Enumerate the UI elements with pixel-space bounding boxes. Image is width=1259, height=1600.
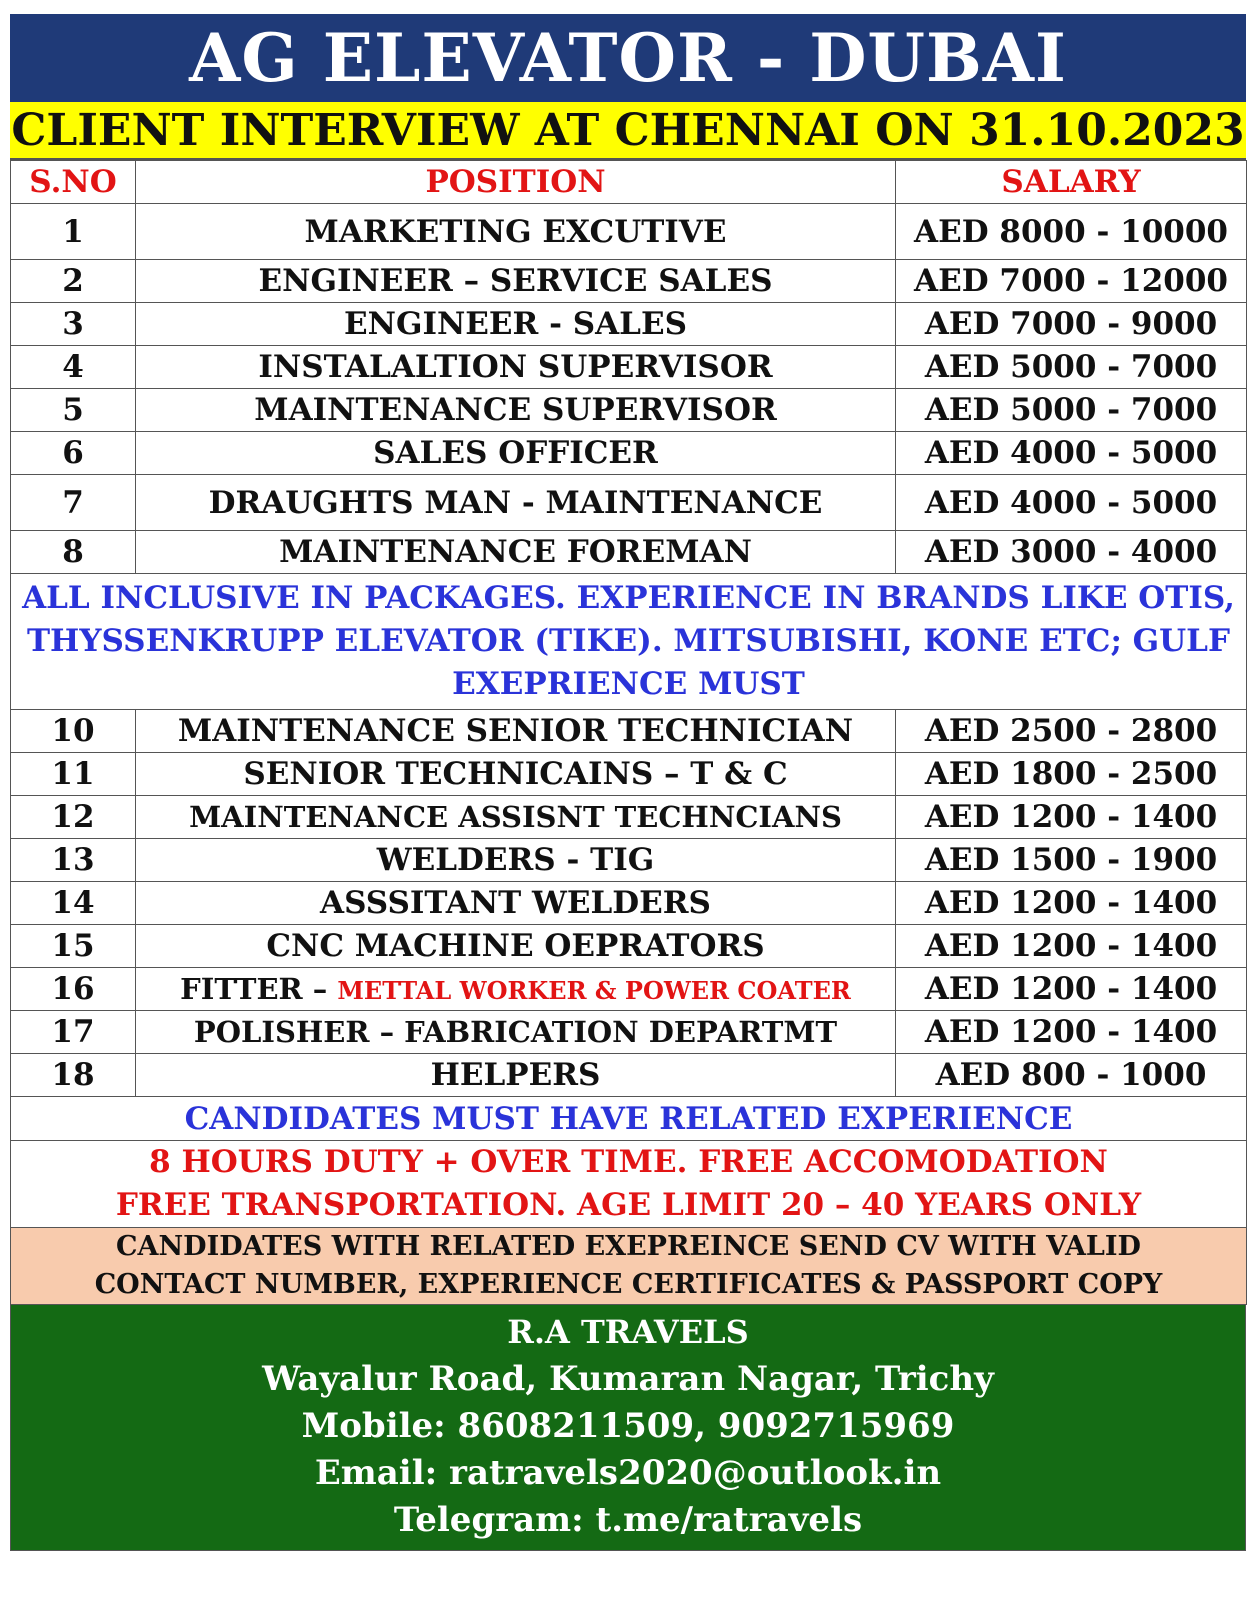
row-sno: 6 [11, 432, 136, 475]
row-sno: 3 [11, 303, 136, 346]
job-poster [10, 14, 1246, 1551]
packages-note-row [11, 574, 1247, 710]
table-row [11, 1011, 1247, 1054]
apply-note [11, 1228, 1247, 1305]
row-sno: 18 [11, 1054, 136, 1097]
row-position: INSTALALTION SUPERVISOR [136, 346, 896, 389]
row-position [136, 968, 896, 1011]
row-salary: AED 8000 - 10000 [896, 204, 1247, 260]
contact-footer [10, 1305, 1246, 1551]
email-address: Email: ratravels2020@outlook.in [314, 1453, 942, 1493]
column-header-position: POSITION [136, 161, 896, 204]
row-sno: 17 [11, 1011, 136, 1054]
interview-banner: CLIENT INTERVIEW AT CHENNAI ON 31.10.2023 [10, 102, 1246, 160]
row-sno: 16 [11, 968, 136, 1011]
table-row [11, 475, 1247, 531]
table-row [11, 531, 1247, 574]
row-position: MAINTENANCE SUPERVISOR [136, 389, 896, 432]
experience-note: CANDIDATES MUST HAVE RELATED EXPERIENCE [11, 1097, 1247, 1141]
poster-title: AG ELEVATOR - DUBAI [10, 14, 1246, 102]
table-row [11, 204, 1247, 260]
row-salary: AED 4000 - 5000 [896, 475, 1247, 531]
table-row [11, 753, 1247, 796]
table-row [11, 260, 1247, 303]
benefits-line-1: 8 HOURS DUTY + OVER TIME. FREE ACCOMODATION [149, 1144, 1108, 1180]
row-position: MAINTENANCE SENIOR TECHNICIAN [136, 710, 896, 753]
column-header-sno: S.NO [11, 161, 136, 204]
row-sno: 12 [11, 796, 136, 839]
row-sno: 4 [11, 346, 136, 389]
table-row [11, 346, 1247, 389]
row-salary: AED 7000 - 9000 [896, 303, 1247, 346]
telegram-link: Telegram: t.me/ratravels [393, 1500, 863, 1540]
row-salary: AED 1500 - 1900 [896, 839, 1247, 882]
company-name: R.A TRAVELS [507, 1313, 749, 1351]
row-position: DRAUGHTS MAN - MAINTENANCE [136, 475, 896, 531]
row-salary: AED 2500 - 2800 [896, 710, 1247, 753]
row-salary: AED 4000 - 5000 [896, 432, 1247, 475]
row-position: ASSSITANT WELDERS [136, 882, 896, 925]
row-salary: AED 1200 - 1400 [896, 968, 1247, 1011]
benefits-note [11, 1141, 1247, 1228]
table-row [11, 710, 1247, 753]
apply-note-row [11, 1228, 1247, 1305]
row-position: MARKETING EXCUTIVE [136, 204, 896, 260]
benefits-note-row [11, 1141, 1247, 1228]
row-sno: 10 [11, 710, 136, 753]
row-salary: AED 1200 - 1400 [896, 925, 1247, 968]
position-main: FITTER – [180, 972, 338, 1006]
table-header-row [11, 161, 1247, 204]
row-salary: AED 3000 - 4000 [896, 531, 1247, 574]
table-row [11, 1054, 1247, 1097]
company-address: Wayalur Road, Kumaran Nagar, Trichy [262, 1359, 994, 1399]
row-position: CNC MACHINE OEPRATORS [136, 925, 896, 968]
table-row [11, 968, 1247, 1011]
row-position: ENGINEER - SALES [136, 303, 896, 346]
row-salary: AED 1800 - 2500 [896, 753, 1247, 796]
positions-table [10, 160, 1247, 1305]
mobile-numbers: Mobile: 8608211509, 9092715969 [301, 1406, 955, 1446]
experience-note-row [11, 1097, 1247, 1141]
row-sno: 2 [11, 260, 136, 303]
benefits-line-2: FREE TRANSPORTATION. AGE LIMIT 20 – 40 YEARS ONLY [115, 1187, 1142, 1223]
apply-line-2: CONTACT NUMBER, EXPERIENCE CERTIFICATES & PASSPORT COPY [94, 1269, 1163, 1300]
row-sno: 7 [11, 475, 136, 531]
row-salary: AED 800 - 1000 [896, 1054, 1247, 1097]
row-position: POLISHER – FABRICATION DEPARTMT [136, 1011, 896, 1054]
apply-line-1: CANDIDATES WITH RELATED EXEPREINCE SEND CV WITH VALID [116, 1231, 1141, 1262]
row-position: SENIOR TECHNICAINS – T & C [136, 753, 896, 796]
table-row [11, 882, 1247, 925]
row-salary: AED 1200 - 1400 [896, 796, 1247, 839]
table-row [11, 303, 1247, 346]
position-detail: METTAL WORKER & POWER COATER [337, 976, 851, 1005]
row-position: MAINTENANCE ASSISNT TECHNCIANS [136, 796, 896, 839]
row-sno: 15 [11, 925, 136, 968]
row-sno: 5 [11, 389, 136, 432]
table-row [11, 796, 1247, 839]
row-sno: 14 [11, 882, 136, 925]
row-sno: 13 [11, 839, 136, 882]
row-salary: AED 5000 - 7000 [896, 389, 1247, 432]
table-row [11, 389, 1247, 432]
table-row [11, 839, 1247, 882]
column-header-salary: SALARY [896, 161, 1247, 204]
row-sno: 8 [11, 531, 136, 574]
row-position: ENGINEER – SERVICE SALES [136, 260, 896, 303]
row-salary: AED 1200 - 1400 [896, 882, 1247, 925]
row-salary: AED 1200 - 1400 [896, 1011, 1247, 1054]
table-row [11, 432, 1247, 475]
row-salary: AED 7000 - 12000 [896, 260, 1247, 303]
table-row [11, 925, 1247, 968]
row-position: WELDERS - TIG [136, 839, 896, 882]
packages-note: ALL INCLUSIVE IN PACKAGES. EXPERIENCE IN BRANDS LIKE OTIS, THYSSENKRUPP ELEVATOR (TIKE). MITSUBISHI, KONE ETC; GULF EXEPRIENCE MUST [11, 574, 1247, 710]
row-sno: 1 [11, 204, 136, 260]
row-position: MAINTENANCE FOREMAN [136, 531, 896, 574]
row-position: SALES OFFICER [136, 432, 896, 475]
row-position: HELPERS [136, 1054, 896, 1097]
row-sno: 11 [11, 753, 136, 796]
row-salary: AED 5000 - 7000 [896, 346, 1247, 389]
